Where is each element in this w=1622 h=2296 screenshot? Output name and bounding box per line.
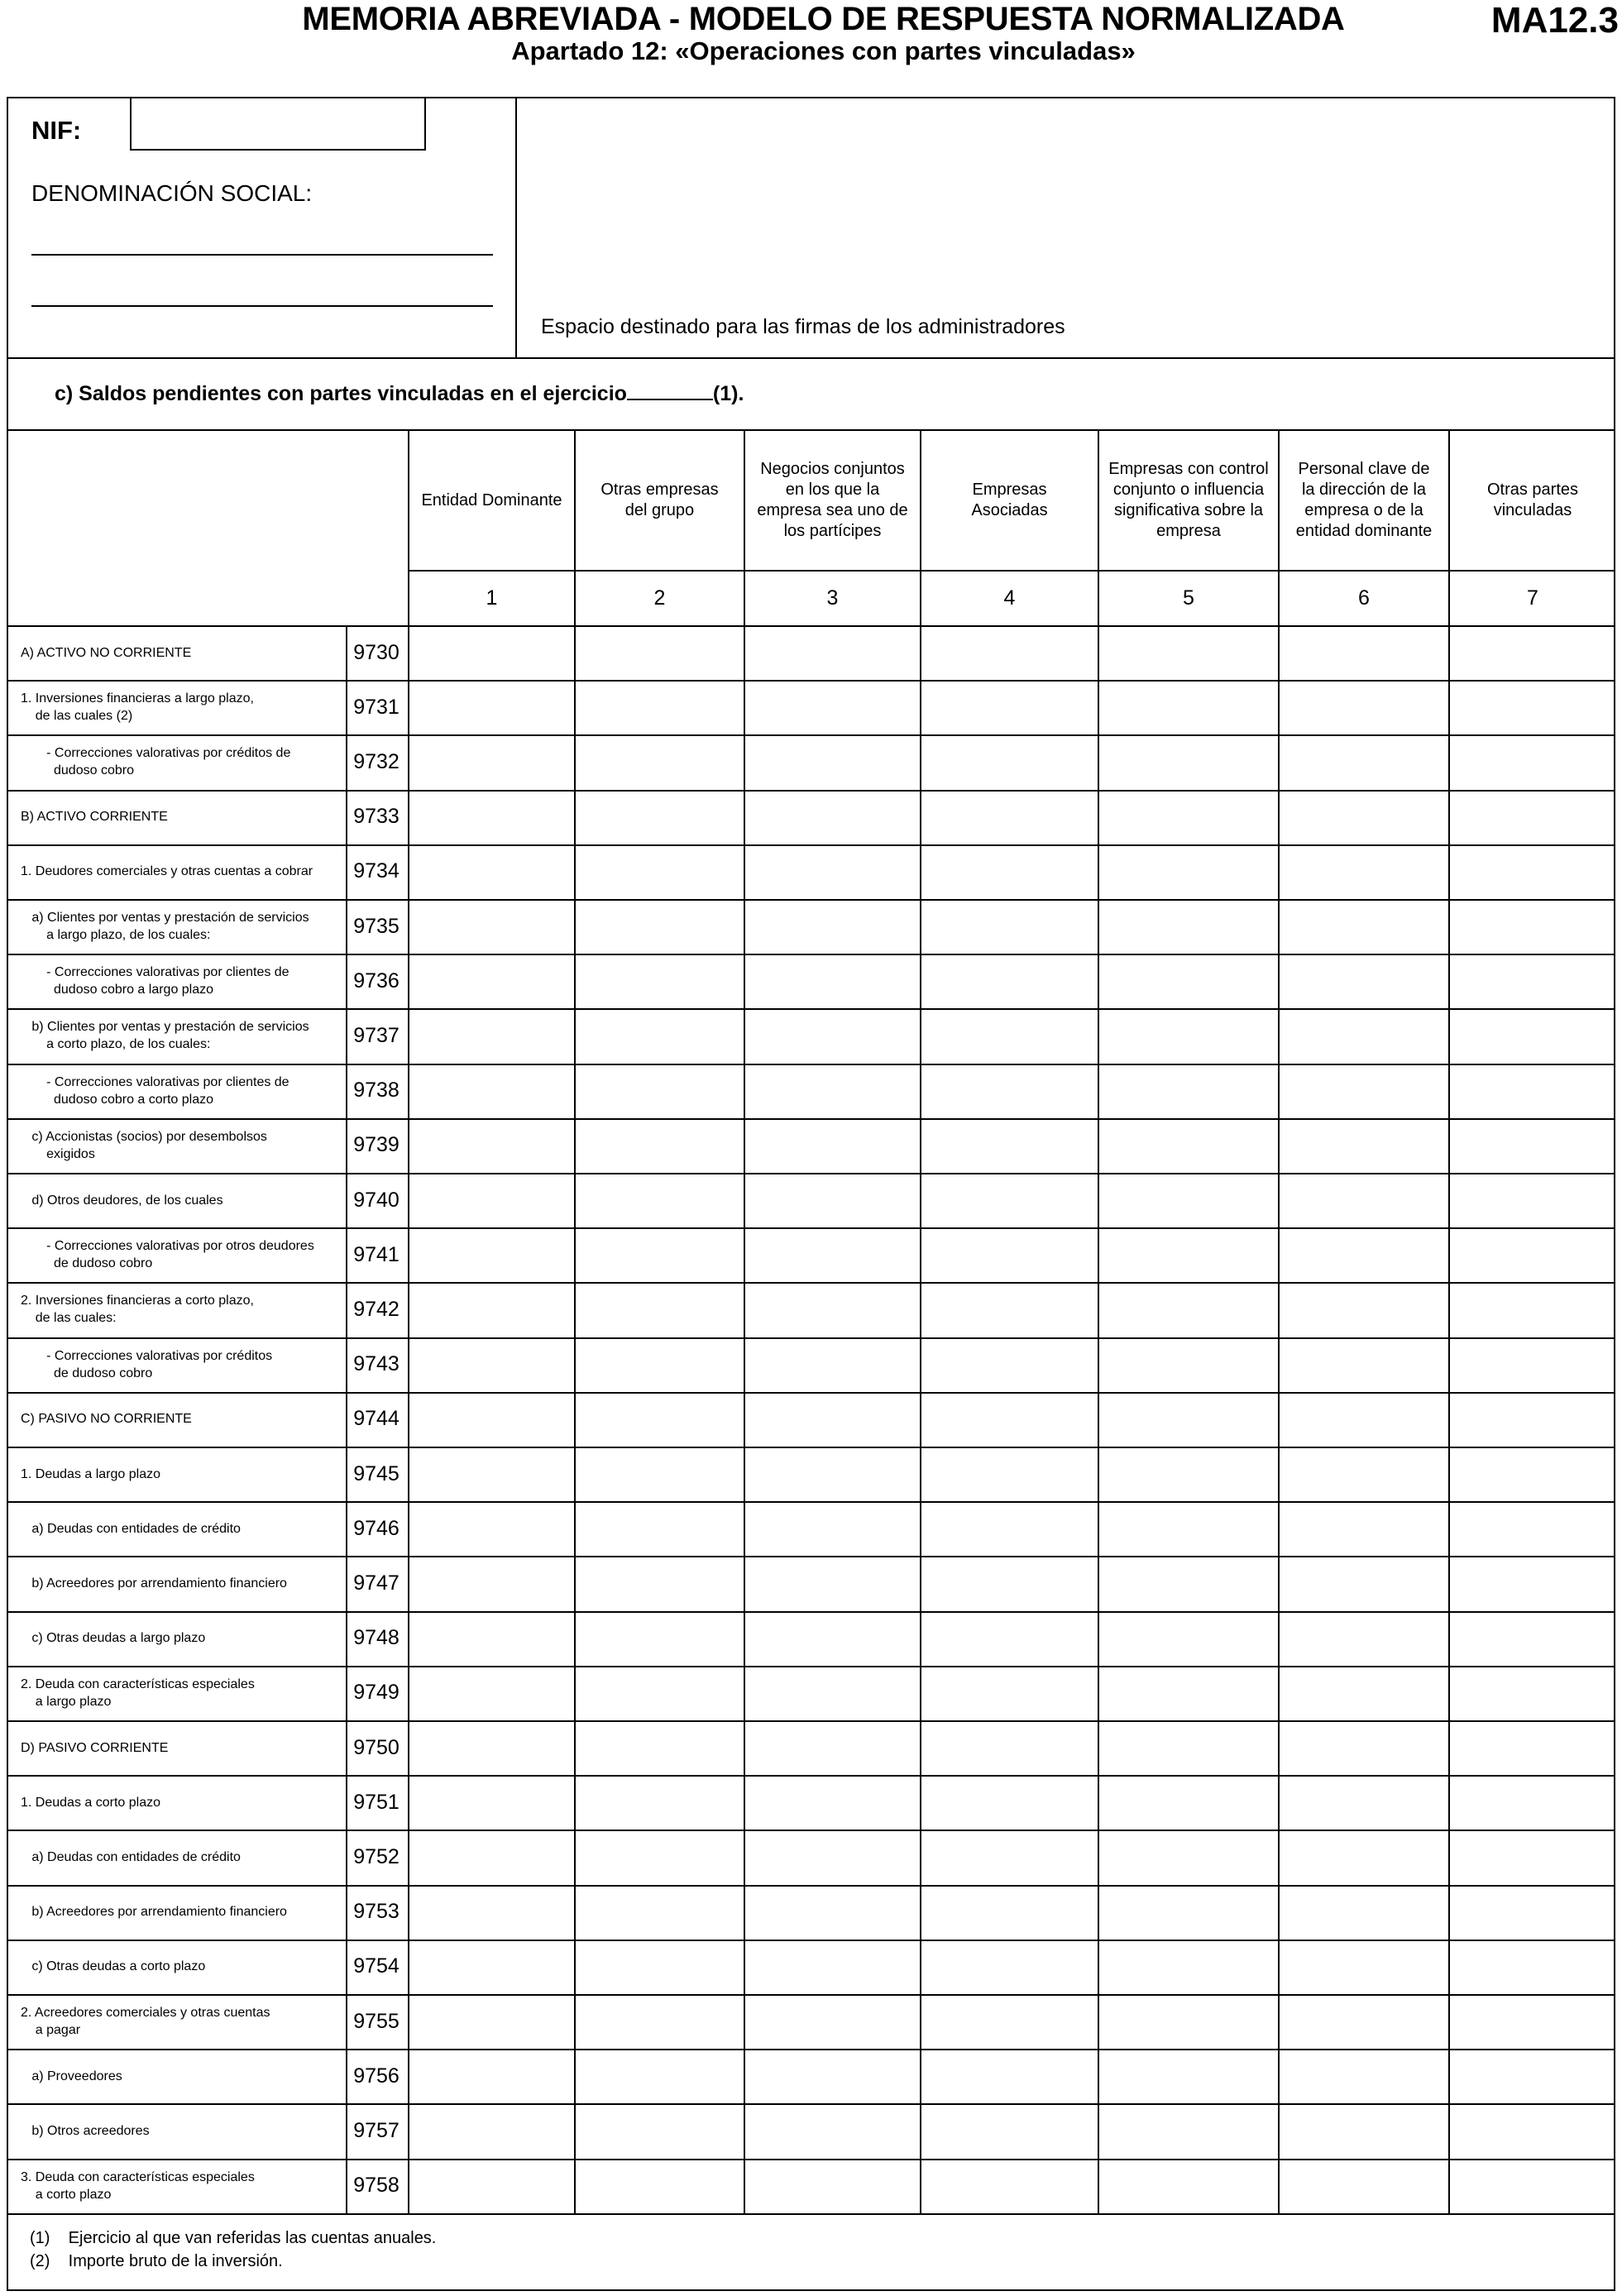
row-code: 9750: [353, 1735, 400, 1759]
row-label: 1. Inversiones financieras a largo plazo, de las cuales (2): [21, 691, 254, 724]
column-number-2: 2: [653, 586, 666, 610]
input-cell-9749-col-2[interactable]: [576, 1667, 744, 1720]
footnotes: [30, 2227, 436, 2273]
input-cell-9736-col-5[interactable]: [1099, 955, 1278, 1008]
input-cell-9730-col-3[interactable]: [745, 627, 920, 680]
input-cell-9757-col-4[interactable]: [921, 2105, 1098, 2158]
input-cell-9730-col-1[interactable]: [409, 627, 574, 680]
row-code: 9742: [353, 1297, 400, 1321]
input-cell-9748-col-1[interactable]: [409, 1613, 574, 1666]
input-cell-9747-col-4[interactable]: [921, 1557, 1098, 1610]
input-cell-9751-col-5[interactable]: [1099, 1777, 1278, 1830]
input-cell-9757-col-7[interactable]: [1450, 2105, 1615, 2158]
input-cell-9730-col-4[interactable]: [921, 627, 1098, 680]
column-number-6: 6: [1358, 586, 1370, 610]
input-cell-9751-col-4[interactable]: [921, 1777, 1098, 1830]
input-cell-9731-col-7[interactable]: [1450, 682, 1615, 734]
row-code: 9752: [353, 1844, 400, 1868]
row-label: 2. Acreedores comerciales y otras cuentas a pagar: [21, 2006, 270, 2038]
input-cell-9755-col-5[interactable]: [1099, 1996, 1278, 2049]
input-cell-9731-col-3[interactable]: [745, 682, 920, 734]
input-cell-9732-col-7[interactable]: [1450, 736, 1615, 789]
input-cell-9740-col-4[interactable]: [921, 1174, 1098, 1227]
input-cell-9733-col-5[interactable]: [1099, 792, 1278, 844]
input-cell-9742-col-7[interactable]: [1450, 1284, 1615, 1337]
input-cell-9743-col-2[interactable]: [576, 1339, 744, 1392]
input-cell-9755-col-1[interactable]: [409, 1996, 574, 2049]
input-cell-9748-col-5[interactable]: [1099, 1613, 1278, 1666]
input-cell-9740-col-3[interactable]: [745, 1174, 920, 1227]
input-cell-9737-col-6[interactable]: [1280, 1010, 1448, 1063]
input-cell-9734-col-3[interactable]: [745, 846, 920, 899]
input-cell-9732-col-5[interactable]: [1099, 736, 1278, 789]
input-cell-9744-col-1[interactable]: [409, 1394, 574, 1447]
input-cell-9755-col-7[interactable]: [1450, 1996, 1615, 2049]
input-cell-9736-col-4[interactable]: [921, 955, 1098, 1008]
input-cell-9745-col-1[interactable]: [409, 1448, 574, 1501]
input-cell-9733-col-7[interactable]: [1450, 792, 1615, 844]
input-cell-9741-col-2[interactable]: [576, 1229, 744, 1282]
input-cell-9738-col-3[interactable]: [745, 1065, 920, 1118]
input-cell-9744-col-4[interactable]: [921, 1394, 1098, 1447]
row-code: 9731: [353, 695, 400, 719]
input-cell-9734-col-2[interactable]: [576, 846, 744, 899]
input-cell-9753-col-6[interactable]: [1280, 1887, 1448, 1940]
row-code: 9739: [353, 1133, 400, 1157]
input-cell-9746-col-6[interactable]: [1280, 1503, 1448, 1556]
row-label: c) Otras deudas a corto plazo: [21, 1959, 206, 1974]
input-cell-9749-col-7[interactable]: [1450, 1667, 1615, 1720]
column-header-7: Otras partes vinculadas: [1486, 481, 1579, 519]
input-cell-9755-col-2[interactable]: [576, 1996, 744, 2049]
input-cell-9734-col-1[interactable]: [409, 846, 574, 899]
row-code: 9733: [353, 805, 400, 829]
input-cell-9754-col-2[interactable]: [576, 1941, 744, 1994]
input-cell-9734-col-7[interactable]: [1450, 846, 1615, 899]
row-label: 1. Deudas a largo plazo: [21, 1466, 160, 1481]
input-cell-9754-col-6[interactable]: [1280, 1941, 1448, 1994]
input-cell-9743-col-5[interactable]: [1099, 1339, 1278, 1392]
input-cell-9753-col-4[interactable]: [921, 1887, 1098, 1940]
input-cell-9744-col-7[interactable]: [1450, 1394, 1615, 1447]
input-cell-9744-col-6[interactable]: [1280, 1394, 1448, 1447]
row-label: 1. Deudas a corto plazo: [21, 1795, 160, 1810]
input-cell-9733-col-3[interactable]: [745, 792, 920, 844]
input-cell-9747-col-2[interactable]: [576, 1557, 744, 1610]
input-cell-9756-col-6[interactable]: [1280, 2050, 1448, 2103]
input-cell-9735-col-1[interactable]: [409, 901, 574, 954]
input-cell-9744-col-2[interactable]: [576, 1394, 744, 1447]
row-label: a) Deudas con entidades de crédito: [21, 1521, 241, 1536]
input-cell-9732-col-3[interactable]: [745, 736, 920, 789]
form-title: MEMORIA ABREVIADA - MODELO DE RESPUESTA NORMALIZADA: [302, 1, 1345, 37]
input-cell-9739-col-6[interactable]: [1280, 1120, 1448, 1173]
input-cell-9754-col-5[interactable]: [1099, 1941, 1278, 1994]
input-cell-9745-col-3[interactable]: [745, 1448, 920, 1501]
input-cell-9731-col-6[interactable]: [1280, 682, 1448, 734]
input-cell-9758-col-2[interactable]: [576, 2160, 744, 2213]
row-label: c) Accionistas (socios) por desembolsos exigidos: [31, 1129, 267, 1161]
input-cell-9740-col-5[interactable]: [1099, 1174, 1278, 1227]
input-cell-9751-col-2[interactable]: [576, 1777, 744, 1830]
input-cell-9734-col-6[interactable]: [1280, 846, 1448, 899]
input-cell-9758-col-5[interactable]: [1099, 2160, 1278, 2213]
input-cell-9742-col-1[interactable]: [409, 1284, 574, 1337]
denominacion-line-1[interactable]: [31, 254, 493, 256]
input-cell-9730-col-6[interactable]: [1280, 627, 1448, 680]
column-header-6: Personal clave de la dirección de la empresa o de la entidad dominante: [1295, 460, 1433, 540]
row-code: 9758: [353, 2174, 400, 2198]
row-code: 9751: [353, 1790, 400, 1814]
input-cell-9741-col-5[interactable]: [1099, 1229, 1278, 1282]
input-cell-9754-col-3[interactable]: [745, 1941, 920, 1994]
input-cell-9738-col-1[interactable]: [409, 1065, 574, 1118]
input-cell-9756-col-2[interactable]: [576, 2050, 744, 2103]
input-cell-9758-col-6[interactable]: [1280, 2160, 1448, 2213]
section-title-suffix: (1).: [712, 382, 744, 405]
input-cell-9751-col-6[interactable]: [1280, 1777, 1448, 1830]
input-cell-9743-col-3[interactable]: [745, 1339, 920, 1392]
input-cell-9750-col-3[interactable]: [745, 1722, 920, 1775]
input-cell-9736-col-6[interactable]: [1280, 955, 1448, 1008]
exercise-year-blank[interactable]: [627, 382, 713, 400]
row-label: - Correcciones valorativas por otros deudores de dudoso cobro: [46, 1239, 314, 1271]
row-label: - Correcciones valorativas por créditos de dudoso cobro: [46, 1348, 273, 1380]
input-cell-9752-col-3[interactable]: [745, 1831, 920, 1884]
row-code: 9747: [353, 1571, 400, 1595]
input-cell-9750-col-6[interactable]: [1280, 1722, 1448, 1775]
input-cell-9754-col-1[interactable]: [409, 1941, 574, 1994]
input-cell-9751-col-7[interactable]: [1450, 1777, 1615, 1830]
row-label: a) Deudas con entidades de crédito: [21, 1849, 241, 1864]
input-cell-9750-col-5[interactable]: [1099, 1722, 1278, 1775]
input-cell-9737-col-4[interactable]: [921, 1010, 1098, 1063]
input-cell-9751-col-3[interactable]: [745, 1777, 920, 1830]
row-label: - Correcciones valorativas por clientes de dudoso cobro a largo plazo: [46, 965, 289, 997]
row-label: b) Clientes por ventas y prestación de servicios a corto plazo, de los cuales:: [31, 1020, 309, 1052]
input-cell-9737-col-2[interactable]: [576, 1010, 744, 1063]
row-code: 9749: [353, 1681, 400, 1705]
input-cell-9735-col-7[interactable]: [1450, 901, 1615, 954]
input-cell-9753-col-1[interactable]: [409, 1887, 574, 1940]
input-cell-9735-col-5[interactable]: [1099, 901, 1278, 954]
input-cell-9740-col-7[interactable]: [1450, 1174, 1615, 1227]
row-code: 9736: [353, 969, 400, 993]
input-cell-9747-col-1[interactable]: [409, 1557, 574, 1610]
input-cell-9733-col-4[interactable]: [921, 792, 1098, 844]
input-cell-9747-col-6[interactable]: [1280, 1557, 1448, 1610]
input-cell-9752-col-5[interactable]: [1099, 1831, 1278, 1884]
row-code: 9735: [353, 914, 400, 938]
input-cell-9740-col-6[interactable]: [1280, 1174, 1448, 1227]
row-code: 9741: [353, 1242, 400, 1266]
input-cell-9746-col-5[interactable]: [1099, 1503, 1278, 1556]
row-label: 1. Deudores comerciales y otras cuentas a cobrar: [21, 864, 313, 879]
row-code: 9753: [353, 1900, 400, 1924]
input-cell-9751-col-1[interactable]: [409, 1777, 574, 1830]
input-cell-9749-col-1[interactable]: [409, 1667, 574, 1720]
input-cell-9757-col-6[interactable]: [1280, 2105, 1448, 2158]
form-code: MA12.3: [1490, 0, 1619, 41]
nif-label: NIF:: [31, 116, 82, 145]
input-cell-9743-col-7[interactable]: [1450, 1339, 1615, 1392]
input-cell-9738-col-4[interactable]: [921, 1065, 1098, 1118]
input-cell-9743-col-1[interactable]: [409, 1339, 574, 1392]
section-title: [55, 382, 744, 406]
row-label: b) Otros acreedores: [21, 2123, 150, 2138]
input-cell-9757-col-1[interactable]: [409, 2105, 574, 2158]
input-cell-9742-col-5[interactable]: [1099, 1284, 1278, 1337]
row-code: 9757: [353, 2118, 400, 2142]
input-cell-9753-col-2[interactable]: [576, 1887, 744, 1940]
input-cell-9746-col-7[interactable]: [1450, 1503, 1615, 1556]
input-cell-9736-col-2[interactable]: [576, 955, 744, 1008]
input-cell-9756-col-5[interactable]: [1099, 2050, 1278, 2103]
input-cell-9733-col-2[interactable]: [576, 792, 744, 844]
input-cell-9756-col-3[interactable]: [745, 2050, 920, 2103]
input-cell-9739-col-1[interactable]: [409, 1120, 574, 1173]
input-cell-9758-col-1[interactable]: [409, 2160, 574, 2213]
input-cell-9739-col-7[interactable]: [1450, 1120, 1615, 1173]
row-label: b) Acreedores por arrendamiento financiero: [21, 1905, 287, 1920]
row-label: b) Acreedores por arrendamiento financiero: [21, 1576, 287, 1590]
input-cell-9738-col-5[interactable]: [1099, 1065, 1278, 1118]
input-cell-9758-col-3[interactable]: [745, 2160, 920, 2213]
input-cell-9740-col-2[interactable]: [576, 1174, 744, 1227]
input-cell-9758-col-7[interactable]: [1450, 2160, 1615, 2213]
input-cell-9743-col-6[interactable]: [1280, 1339, 1448, 1392]
input-cell-9730-col-7[interactable]: [1450, 627, 1615, 680]
input-cell-9755-col-6[interactable]: [1280, 1996, 1448, 2049]
input-cell-9740-col-1[interactable]: [409, 1174, 574, 1227]
row-label: a) Clientes por ventas y prestación de servicios a largo plazo, de los cuales:: [31, 911, 309, 943]
input-cell-9735-col-4[interactable]: [921, 901, 1098, 954]
input-cell-9730-col-2[interactable]: [576, 627, 744, 680]
row-code: 9754: [353, 1954, 400, 1978]
input-cell-9758-col-4[interactable]: [921, 2160, 1098, 2213]
input-cell-9735-col-2[interactable]: [576, 901, 744, 954]
column-header-3: Negocios conjuntos en los que la empresa sea uno de los partícipes: [757, 460, 908, 540]
input-cell-9755-col-4[interactable]: [921, 1996, 1098, 2049]
input-cell-9749-col-6[interactable]: [1280, 1667, 1448, 1720]
input-cell-9737-col-3[interactable]: [745, 1010, 920, 1063]
row-code: 9738: [353, 1079, 400, 1103]
input-cell-9753-col-7[interactable]: [1450, 1887, 1615, 1940]
input-cell-9750-col-1[interactable]: [409, 1722, 574, 1775]
input-cell-9757-col-5[interactable]: [1099, 2105, 1278, 2158]
input-cell-9757-col-3[interactable]: [745, 2105, 920, 2158]
footnote-2: (2) Importe bruto de la inversión.: [30, 2252, 283, 2270]
column-header-2: Otras empresas del grupo: [600, 481, 719, 519]
row-code: 9734: [353, 859, 400, 883]
row-code: 9745: [353, 1461, 400, 1485]
input-cell-9745-col-7[interactable]: [1450, 1448, 1615, 1501]
row-label: C) PASIVO NO CORRIENTE: [21, 1412, 192, 1427]
column-number-7: 7: [1527, 586, 1538, 610]
input-cell-9743-col-4[interactable]: [921, 1339, 1098, 1392]
input-cell-9746-col-2[interactable]: [576, 1503, 744, 1556]
input-cell-9748-col-2[interactable]: [576, 1613, 744, 1666]
input-cell-9748-col-3[interactable]: [745, 1613, 920, 1666]
input-cell-9739-col-4[interactable]: [921, 1120, 1098, 1173]
column-number-5: 5: [1183, 586, 1194, 610]
input-cell-9742-col-3[interactable]: [745, 1284, 920, 1337]
input-cell-9745-col-2[interactable]: [576, 1448, 744, 1501]
input-cell-9731-col-5[interactable]: [1099, 682, 1278, 734]
input-cell-9754-col-7[interactable]: [1450, 1941, 1615, 1994]
row-code: 9743: [353, 1352, 400, 1376]
row-label: - Correcciones valorativas por clientes de dudoso cobro a corto plazo: [46, 1074, 289, 1107]
row-code: 9746: [353, 1516, 400, 1540]
input-cell-9731-col-4[interactable]: [921, 682, 1098, 734]
input-cell-9742-col-6[interactable]: [1280, 1284, 1448, 1337]
input-cell-9756-col-1[interactable]: [409, 2050, 574, 2103]
column-number-1: 1: [486, 586, 498, 610]
input-cell-9756-col-7[interactable]: [1450, 2050, 1615, 2103]
input-cell-9739-col-2[interactable]: [576, 1120, 744, 1173]
input-cell-9733-col-6[interactable]: [1280, 792, 1448, 844]
input-cell-9744-col-3[interactable]: [745, 1394, 920, 1447]
input-cell-9750-col-7[interactable]: [1450, 1722, 1615, 1775]
input-cell-9734-col-5[interactable]: [1099, 846, 1278, 899]
input-cell-9732-col-2[interactable]: [576, 736, 744, 789]
row-code: 9737: [353, 1023, 400, 1047]
input-cell-9739-col-3[interactable]: [745, 1120, 920, 1173]
input-cell-9741-col-6[interactable]: [1280, 1229, 1448, 1282]
input-cell-9750-col-2[interactable]: [576, 1722, 744, 1775]
input-cell-9745-col-5[interactable]: [1099, 1448, 1278, 1501]
input-cell-9744-col-5[interactable]: [1099, 1394, 1278, 1447]
row-label: A) ACTIVO NO CORRIENTE: [21, 645, 192, 660]
denominacion-line-2[interactable]: [31, 305, 493, 307]
input-cell-9730-col-5[interactable]: [1099, 627, 1278, 680]
input-cell-9748-col-6[interactable]: [1280, 1613, 1448, 1666]
form-subtitle: Apartado 12: «Operaciones con partes vinculadas»: [511, 36, 1136, 65]
input-cell-9736-col-1[interactable]: [409, 955, 574, 1008]
row-code: 9732: [353, 749, 400, 773]
column-header-4: Empresas Asociadas: [971, 481, 1048, 519]
input-cell-9738-col-2[interactable]: [576, 1065, 744, 1118]
input-cell-9745-col-4[interactable]: [921, 1448, 1098, 1501]
input-cell-9753-col-5[interactable]: [1099, 1887, 1278, 1940]
input-cell-9748-col-4[interactable]: [921, 1613, 1098, 1666]
row-code: 9748: [353, 1626, 400, 1650]
input-cell-9747-col-5[interactable]: [1099, 1557, 1278, 1610]
input-cell-9745-col-6[interactable]: [1280, 1448, 1448, 1501]
input-cell-9752-col-4[interactable]: [921, 1831, 1098, 1884]
footnote-1: (1) Ejercicio al que van referidas las cuentas anuales.: [30, 2229, 437, 2247]
row-code: 9755: [353, 2009, 400, 2033]
row-label: d) Otros deudores, de los cuales: [21, 1193, 223, 1208]
denominacion-label: DENOMINACIÓN SOCIAL:: [31, 180, 313, 206]
input-cell-9741-col-7[interactable]: [1450, 1229, 1615, 1282]
input-cell-9752-col-6[interactable]: [1280, 1831, 1448, 1884]
nif-input-box[interactable]: [130, 97, 426, 151]
row-code: 9740: [353, 1188, 400, 1212]
row-label: 2. Deuda con características especiales a largo plazo: [21, 1677, 255, 1709]
input-cell-9733-col-1[interactable]: [409, 792, 574, 844]
input-cell-9752-col-7[interactable]: [1450, 1831, 1615, 1884]
input-cell-9732-col-1[interactable]: [409, 736, 574, 789]
input-cell-9752-col-1[interactable]: [409, 1831, 574, 1884]
row-label: a) Proveedores: [21, 2069, 122, 2083]
input-cell-9749-col-5[interactable]: [1099, 1667, 1278, 1720]
input-cell-9741-col-1[interactable]: [409, 1229, 574, 1282]
column-number-3: 3: [826, 586, 839, 610]
input-cell-9757-col-2[interactable]: [576, 2105, 744, 2158]
input-cell-9747-col-3[interactable]: [745, 1557, 920, 1610]
input-cell-9732-col-4[interactable]: [921, 736, 1098, 789]
input-cell-9747-col-7[interactable]: [1450, 1557, 1615, 1610]
input-cell-9736-col-7[interactable]: [1450, 955, 1615, 1008]
input-cell-9754-col-4[interactable]: [921, 1941, 1098, 1994]
input-cell-9742-col-4[interactable]: [921, 1284, 1098, 1337]
divider: [7, 357, 1615, 359]
row-code: 9730: [353, 640, 400, 664]
input-cell-9749-col-3[interactable]: [745, 1667, 920, 1720]
row-label: - Correcciones valorativas por créditos de dudoso cobro: [46, 746, 291, 778]
input-cell-9756-col-4[interactable]: [921, 2050, 1098, 2103]
column-header-1: Entidad Dominante: [421, 490, 562, 509]
row-label: D) PASIVO CORRIENTE: [21, 1740, 169, 1755]
input-cell-9738-col-6[interactable]: [1280, 1065, 1448, 1118]
row-label: 3. Deuda con características especiales a corto plazo: [21, 2169, 255, 2202]
input-cell-9748-col-7[interactable]: [1450, 1613, 1615, 1666]
column-number-4: 4: [1003, 586, 1016, 610]
input-cell-9734-col-4[interactable]: [921, 846, 1098, 899]
row-label: 2. Inversiones financieras a corto plazo, de las cuales:: [21, 1294, 254, 1326]
input-cell-9736-col-3[interactable]: [745, 955, 920, 1008]
row-code: 9744: [353, 1407, 400, 1431]
row-code: 9756: [353, 2064, 400, 2088]
input-cell-9732-col-6[interactable]: [1280, 736, 1448, 789]
input-cell-9737-col-7[interactable]: [1450, 1010, 1615, 1063]
input-cell-9752-col-2[interactable]: [576, 1831, 744, 1884]
input-cell-9750-col-4[interactable]: [921, 1722, 1098, 1775]
input-cell-9739-col-5[interactable]: [1099, 1120, 1278, 1173]
input-cell-9755-col-3[interactable]: [745, 1996, 920, 2049]
input-cell-9738-col-7[interactable]: [1450, 1065, 1615, 1118]
input-cell-9735-col-3[interactable]: [745, 901, 920, 954]
input-cell-9746-col-4[interactable]: [921, 1503, 1098, 1556]
row-divider: [7, 2213, 1615, 2215]
input-cell-9731-col-1[interactable]: [409, 682, 574, 734]
input-cell-9746-col-1[interactable]: [409, 1503, 574, 1556]
signature-divider: [515, 97, 517, 358]
input-cell-9742-col-2[interactable]: [576, 1284, 744, 1337]
input-cell-9737-col-1[interactable]: [409, 1010, 574, 1063]
input-cell-9731-col-2[interactable]: [576, 682, 744, 734]
column-header-5: Empresas con control conjunto o influencia significativa sobre la empresa: [1108, 460, 1269, 540]
input-cell-9741-col-3[interactable]: [745, 1229, 920, 1282]
signature-area-label: Espacio destinado para las firmas de los administradores: [541, 315, 1065, 338]
input-cell-9737-col-5[interactable]: [1099, 1010, 1278, 1063]
section-title-text: c) Saldos pendientes con partes vinculadas en el ejercicio: [55, 382, 627, 405]
input-cell-9735-col-6[interactable]: [1280, 901, 1448, 954]
input-cell-9746-col-3[interactable]: [745, 1503, 920, 1556]
input-cell-9753-col-3[interactable]: [745, 1887, 920, 1940]
row-label: B) ACTIVO CORRIENTE: [21, 810, 168, 825]
row-label: c) Otras deudas a largo plazo: [21, 1631, 206, 1646]
input-cell-9741-col-4[interactable]: [921, 1229, 1098, 1282]
input-cell-9749-col-4[interactable]: [921, 1667, 1098, 1720]
